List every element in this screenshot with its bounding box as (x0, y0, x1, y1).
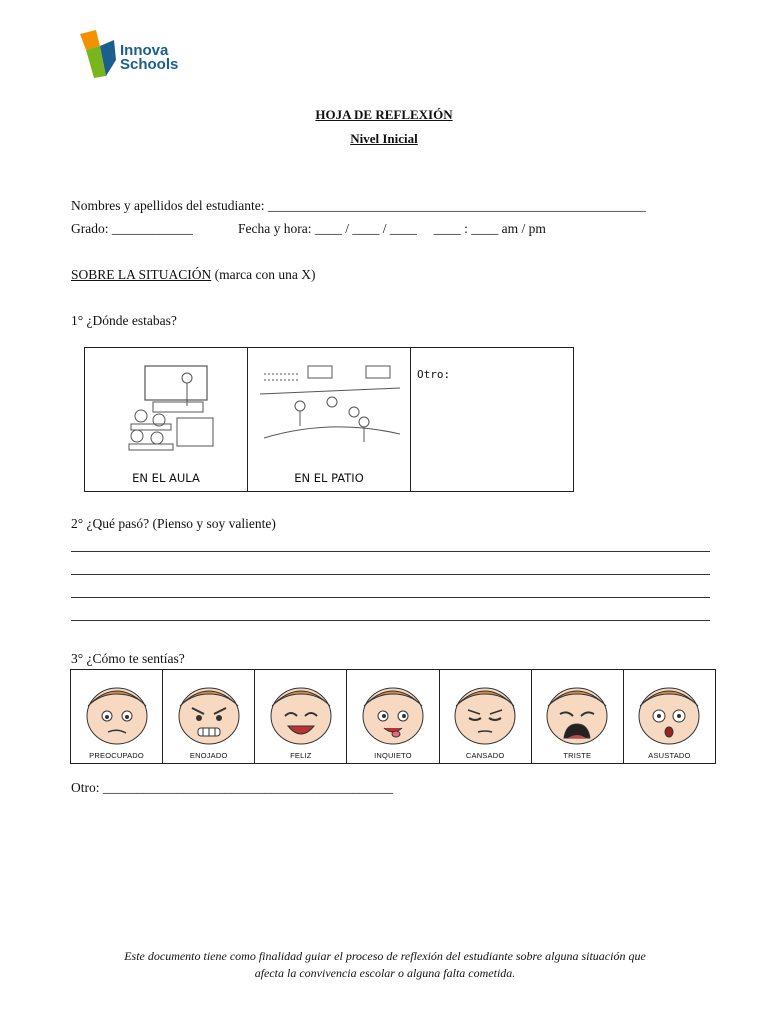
innova-schools-logo (76, 30, 196, 80)
student-name-field[interactable]: Nombres y apellidos del estudiante: ________________________________________________________ (71, 198, 646, 213)
tired-face-icon (448, 676, 522, 748)
emotion-worried-label: PREOCUPADO (89, 751, 144, 760)
logo-line-1: Innova (120, 42, 169, 59)
answer-line[interactable] (71, 551, 710, 552)
option-other[interactable] (411, 348, 573, 491)
answer-line[interactable] (71, 620, 710, 621)
grade-field[interactable]: Grado: ____________ (71, 221, 193, 236)
scared-face-icon (632, 676, 706, 748)
happy-face-icon (264, 676, 338, 748)
date-time-field[interactable]: Fecha y hora: ____ / ____ / ____ ____ : ____ am / pm (238, 221, 546, 236)
question-3: 3° ¿Cómo te sentías? (71, 651, 185, 666)
emotion-happy-label: FELIZ (290, 751, 312, 760)
emotion-scared-label: ASUSTADO (648, 751, 691, 760)
emotion-tired-label: CANSADO (465, 751, 505, 760)
emotion-other-field[interactable]: Otro: ___________________________________________ (71, 780, 394, 795)
page-subtitle: Nivel Inicial (350, 131, 418, 146)
restless-face-icon (356, 676, 430, 748)
emotion-worried[interactable] (71, 670, 163, 763)
logo-text (120, 44, 178, 72)
emotion-angry-label: ENOJADO (189, 751, 228, 760)
option-playground[interactable] (248, 348, 411, 491)
emotion-sad[interactable] (532, 670, 624, 763)
option-other-label: Otro: (417, 368, 451, 381)
section-heading (71, 267, 315, 283)
emotions-table (70, 669, 716, 764)
footer-line-2: afecta la convivencia escolar o alguna falta cometida. (254, 966, 516, 980)
worried-face-icon (80, 676, 154, 748)
emotion-happy[interactable] (255, 670, 347, 763)
question-1: 1° ¿Dónde estabas? (71, 313, 177, 328)
emotion-scared[interactable] (624, 670, 715, 763)
angry-face-icon (172, 676, 246, 748)
answer-line[interactable] (71, 574, 710, 575)
classroom-illustration-icon (97, 358, 237, 453)
emotion-restless[interactable] (347, 670, 439, 763)
logo-mark-icon (76, 30, 120, 80)
footer-note (60, 948, 710, 982)
location-table (84, 347, 574, 492)
logo-line-2: Schools (120, 56, 179, 73)
option-classroom-label: EN EL AULA (132, 471, 200, 485)
question-2: 2° ¿Qué pasó? (Pienso y soy valiente) (71, 516, 276, 531)
emotion-restless-label: INQUIETO (374, 751, 412, 760)
answer-line[interactable] (71, 597, 710, 598)
emotion-sad-label: TRISTE (563, 751, 592, 760)
sad-face-icon (540, 676, 614, 748)
emotion-angry[interactable] (163, 670, 255, 763)
page-title: HOJA DE REFLEXIÓN (315, 107, 453, 122)
emotion-tired[interactable] (440, 670, 532, 763)
section-heading-text: SOBRE LA SITUACIÓN (71, 267, 212, 282)
section-heading-note: (marca con una X) (211, 267, 316, 282)
option-classroom[interactable] (85, 348, 248, 491)
footer-line-1: Este documento tiene como finalidad guiar el proceso de reflexión del estudiante sobre alguna situación que (124, 949, 646, 963)
playground-illustration-icon (260, 358, 400, 453)
option-playground-label: EN EL PATIO (294, 471, 364, 485)
